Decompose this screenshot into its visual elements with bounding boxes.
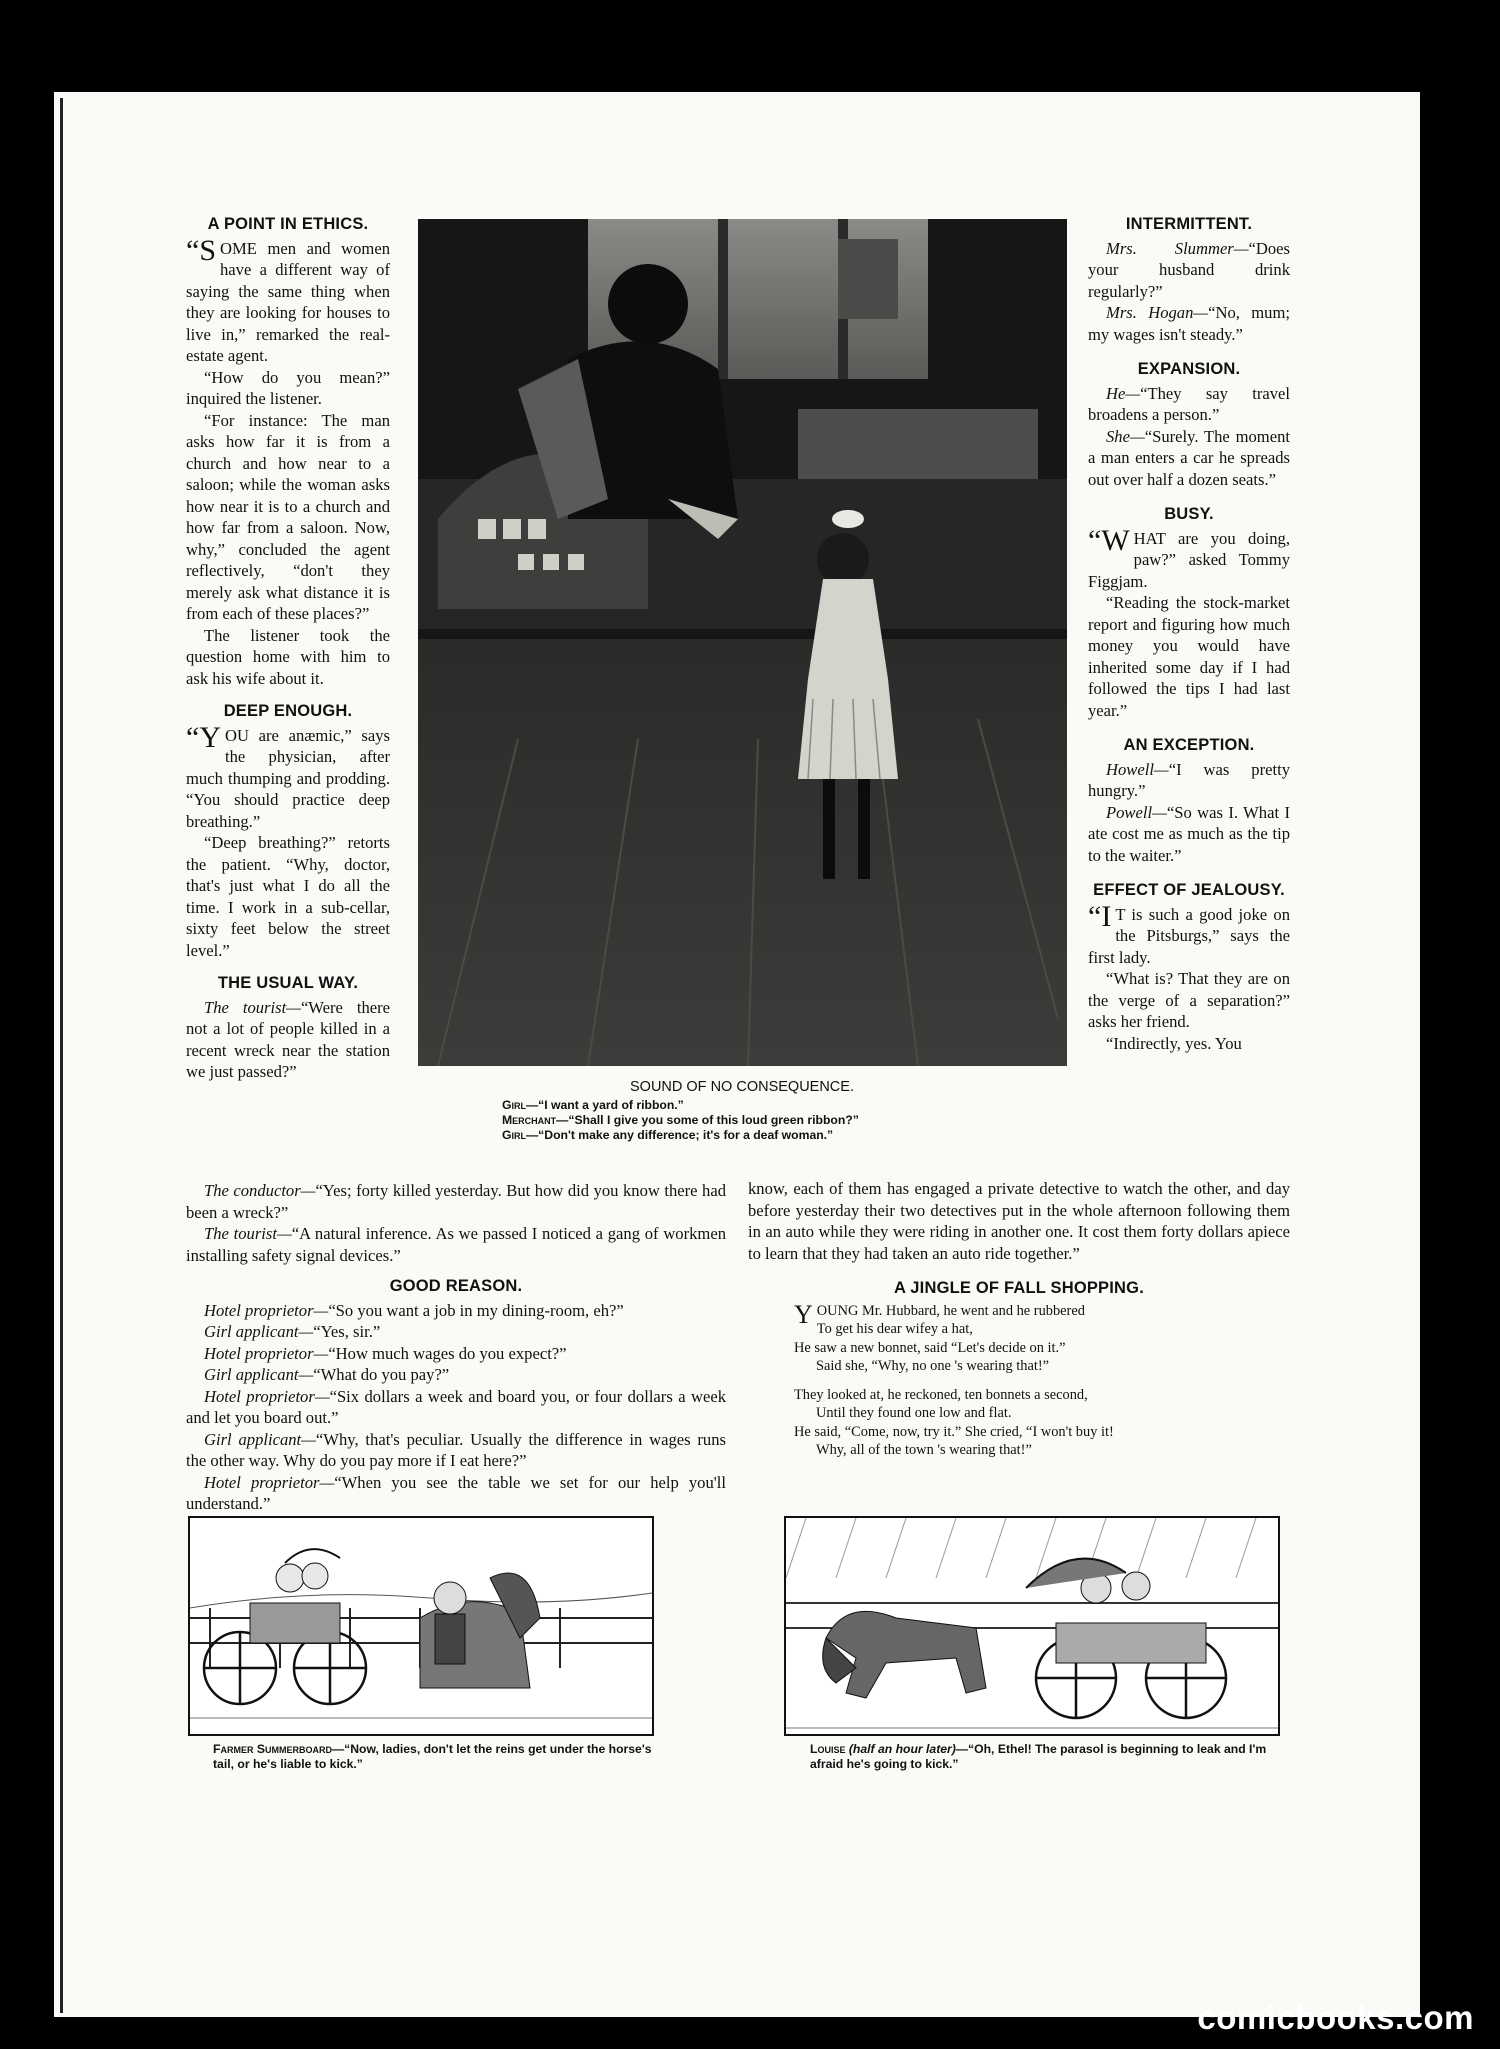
heading-good-reason: GOOD REASON.: [389, 1277, 523, 1295]
usual-t1: “Were there not a lot of people killed in a recent wreck near the station we just passed?”: [186, 997, 390, 1081]
usual-way-continued: The conductor—“Yes; forty killed yesterday. But how did you know there had been a wreck?” The tourist—“A natural inference. As we passed I noticed a gang of workmen installing safety signal devices.” GOOD REASON. Hotel proprietor—“So you want a job in my dining-room, eh?” Girl applicant—“Yes, sir.” Hotel proprietor—“How much wages do you expect?” Girl applicant—“What do you pay?” Hotel proprietor—“Six dollars a week and board you, or four dollars a week and let you board out.” Girl applicant—“Why, that's peculiar. Usually the difference in wages runs the other way. Why do you pay more if I eat here?” Hotel proprietor—“When you see the table we set for our help you'll understand.”: [186, 1181, 726, 1513]
deep-p1: OU are anæmic,” says the physician, after much thumping and prodding. “You should practice deep breathing.”: [186, 725, 390, 831]
heading-deep-enough: DEEP ENOUGH.: [223, 702, 353, 720]
heading-busy: BUSY.: [1164, 505, 1214, 523]
site-watermark: comicbooks.com: [1197, 1999, 1474, 2036]
ethics-p1: OME men and women have a different way of saying the same thing when they are looking for houses to live in,” remarked the real-estate agent.: [186, 238, 390, 365]
ethics-p2: “How do you mean?” inquired the listener.: [186, 367, 390, 408]
poem-jingle: YOUNG Mr. Hubbard, he went and he rubbered To get his dear wifey a hat, He saw a new bonnet, said “Let's decide on it.” Said she, “Why, no one 's wearing that!” They looked at, he reckoned, ten bonnets a second, Until they found one low and flat. He said, “Come, now, try it.” She cried, “I won't buy it! Why, all of the town 's wearing that!”: [794, 1299, 1114, 1458]
dropcap: “Y: [186, 720, 221, 754]
heading-an-exception: AN EXCEPTION.: [1123, 736, 1255, 754]
cartoon-farmer-buggy: [188, 1516, 654, 1736]
heading-point-in-ethics: A POINT IN ETHICS.: [207, 215, 369, 233]
heading-expansion: EXPANSION.: [1137, 360, 1241, 378]
caption-line: Merchant—“Shall I give you some of this loud green ribbon?”: [502, 1113, 859, 1127]
store-scene-illustration: [418, 219, 1067, 1066]
ethics-p4: The listener took the question home with him to ask his wife about it.: [186, 625, 390, 688]
heading-jingle: A JINGLE OF FALL SHOPPING.: [894, 1279, 1144, 1297]
caption-line: Girl—“Don't make any difference; it's for a deaf woman.”: [502, 1128, 834, 1142]
caption-louise: Louise (half an hour later)—“Oh, Ethel! The parasol is beginning to leak and I'm afraid he's going to kick.”: [810, 1742, 1267, 1771]
jealousy-continued: know, each of them has engaged a private detective to watch the other, and day before yesterday their two detectives put in the whole afternoon following them in an auto while they were riding in another one. It cost them forty dollars apiece to learn that they had taken an auto ride together.” A JINGLE OF FALL SHOPPING. YOUNG Mr. Hubbard, he went and he rubbered To get his dear wifey a hat, He saw a new bonnet, said “Let's decide on it.” Said she, “Why, no one 's wearing that!” They looked at, he reckoned, ten bonnets a second, Until they found one low and flat. He said, “Come, now, try it.” She cried, “I won't buy it! Why, all of the town 's wearing that!”: [748, 1179, 1290, 1458]
heading-intermittent: INTERMITTENT.: [1125, 215, 1253, 233]
page-gutter: [60, 98, 63, 2013]
caption-farmer-summerboard: Farmer Summerboard—“Now, ladies, don't let the reins get under the horse's tail, or he's liable to kick.”: [213, 1742, 652, 1771]
farmer-buggy-illustration: [190, 1518, 652, 1734]
cartoon-louise-parasol: [784, 1516, 1280, 1736]
caption-line: Girl—“I want a yard of ribbon.”: [502, 1098, 684, 1112]
caption-title: SOUND OF NO CONSEQUENCE.: [630, 1079, 854, 1095]
speaker-tourist: The tourist—: [204, 997, 301, 1017]
dropcap: “S: [186, 233, 216, 267]
photo-store-counter: [418, 219, 1067, 1066]
rain-buggy-illustration: [786, 1518, 1278, 1734]
column-left: [186, 214, 390, 1083]
dropcap: “I: [1088, 899, 1112, 933]
deep-p2: “Deep breathing?” retorts the patient. “Why, doctor, that's just what I do all the time. I work in a sub-cellar, sixty feet below the street level.”: [186, 833, 390, 960]
heading-usual-way: THE USUAL WAY.: [217, 974, 359, 992]
dropcap: “W: [1088, 523, 1130, 557]
column-right: INTERMITTENT. Mrs. Slummer—“Does your husband drink regularly?” Mrs. Hogan—“No, mum; my wages isn't steady.” EXPANSION. He—“They say travel broadens a person.” She—“Surely. The moment a man enters a car he spreads out over half a dozen seats.” BUSY. “WHAT are you doing, paw?” asked Tommy Figgjam. “Reading the stock-market report and figuring how much money you would have inherited some day if I had followed the tips I had last year.” AN EXCEPTION. Howell—“I was pretty hungry.” Powell—“So was I. What I ate cost me as much as the tip to the waiter.” EFFECT OF JEALOUSY. “I T is such a good joke on the Pitsburgs,” says the first lady. “What is? That they are on the verge of a separation?” asks her friend. “Indirectly, yes. You: [1088, 215, 1290, 1053]
ethics-p3: “For instance: The man asks how far it is from a church and how near to a saloon; while the woman asks how near it is to a church and how far from a saloon. Now, why,” concluded the agent reflectively, “don't they merely ask what distance it is from each of these places?”: [186, 410, 390, 623]
caption-sound-of-no-consequence: [502, 1080, 982, 1143]
heading-effect-of-jealousy: EFFECT OF JEALOUSY.: [1093, 881, 1285, 899]
